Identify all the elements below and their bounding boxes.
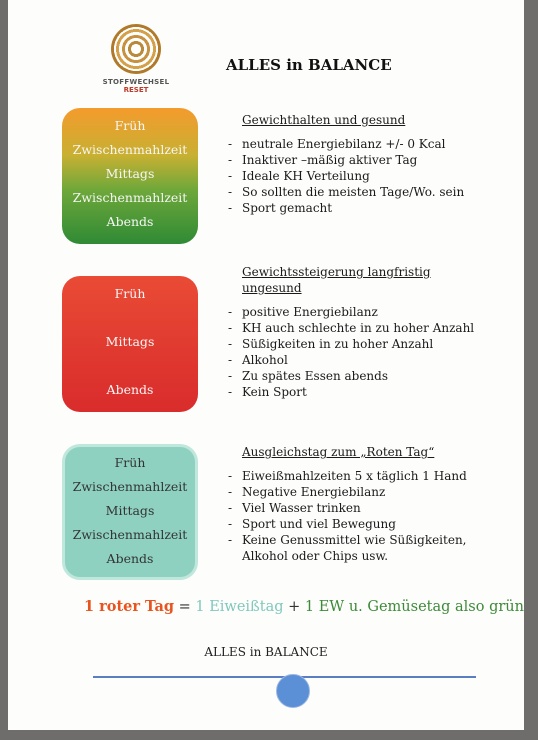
page-title: ALLES in BALANCE xyxy=(226,56,392,74)
meal-label: Früh xyxy=(114,286,146,301)
meal-label: Zwischenmahlzeit xyxy=(72,527,188,542)
equation-equals: = xyxy=(174,599,196,615)
list-item: - KH auch schlechte in zu hoher Anzahl xyxy=(226,320,474,336)
section-balance xyxy=(226,112,464,216)
list-item: - Kein Sport xyxy=(226,384,474,400)
section-heading xyxy=(242,264,474,296)
equation-red-day: 1 roter Tag xyxy=(84,598,174,615)
meal-label: Mittags xyxy=(105,503,155,518)
list-item: - neutrale Energiebilanz +/- 0 Kcal xyxy=(226,136,464,152)
equation-green-day: 1 EW u. Gemüsetag also grün xyxy=(304,599,524,615)
list-item-continuation: Alkohol oder Chips usw. xyxy=(242,549,389,563)
spiral-logo-icon xyxy=(111,24,161,74)
meal-label: Abends xyxy=(106,382,154,397)
section-weight-gain xyxy=(226,264,474,400)
heading-line2: ungesund xyxy=(242,281,302,295)
equation-protein-day: 1 Eiweißtag xyxy=(195,599,284,615)
list-item: - Ideale KH Verteilung xyxy=(226,168,464,184)
logo xyxy=(96,24,176,94)
bullet-list xyxy=(226,136,464,216)
list-item: - So sollten die meisten Tage/Wo. sein xyxy=(226,184,464,200)
section-compensation-day xyxy=(226,444,467,564)
section-heading: Ausgleichstag zum „Roten Tag“ xyxy=(242,445,435,459)
footer-circle-icon xyxy=(276,674,310,708)
logo-line2: RESET xyxy=(123,86,149,94)
logo-line1: STOFFWECHSEL xyxy=(102,78,170,86)
bullet-list xyxy=(226,468,467,548)
meal-label: Früh xyxy=(114,118,146,133)
list-item: - Alkohol xyxy=(226,352,474,368)
list-item: - Viel Wasser trinken xyxy=(226,500,467,516)
meal-label: Zwischenmahlzeit xyxy=(72,190,188,205)
meal-label: Abends xyxy=(106,214,154,229)
summary-equation xyxy=(84,598,524,615)
meal-box-teal xyxy=(62,444,198,580)
list-item: - Zu spätes Essen abends xyxy=(226,368,474,384)
meal-label: Mittags xyxy=(105,334,155,349)
meal-box-green xyxy=(62,108,198,244)
bullet-list xyxy=(226,304,474,400)
list-item: - Sport und viel Bewegung xyxy=(226,516,467,532)
meal-label: Mittags xyxy=(105,166,155,181)
footer-text: ALLES in BALANCE xyxy=(204,645,328,659)
list-item: - Sport gemacht xyxy=(226,200,464,216)
list-item: - Negative Energiebilanz xyxy=(226,484,467,500)
meal-label: Abends xyxy=(106,551,154,566)
meal-label: Zwischenmahlzeit xyxy=(72,142,188,157)
list-item: - Eiweißmahlzeiten 5 x täglich 1 Hand xyxy=(226,468,467,484)
list-item: - Keine Genussmittel wie Süßigkeiten, xyxy=(226,532,467,548)
list-item: - Süßigkeiten in zu hoher Anzahl xyxy=(226,336,474,352)
meal-label: Zwischenmahlzeit xyxy=(72,479,188,494)
list-item: - positive Energiebilanz xyxy=(226,304,474,320)
document-page xyxy=(8,0,524,730)
heading-line1: Gewichtssteigerung langfristig xyxy=(242,265,431,279)
section-heading: Gewichthalten und gesund xyxy=(242,113,406,127)
meal-box-red xyxy=(62,276,198,412)
meal-label: Früh xyxy=(114,455,146,470)
list-item: - Inaktiver –mäßig aktiver Tag xyxy=(226,152,464,168)
equation-plus: + xyxy=(283,599,305,615)
